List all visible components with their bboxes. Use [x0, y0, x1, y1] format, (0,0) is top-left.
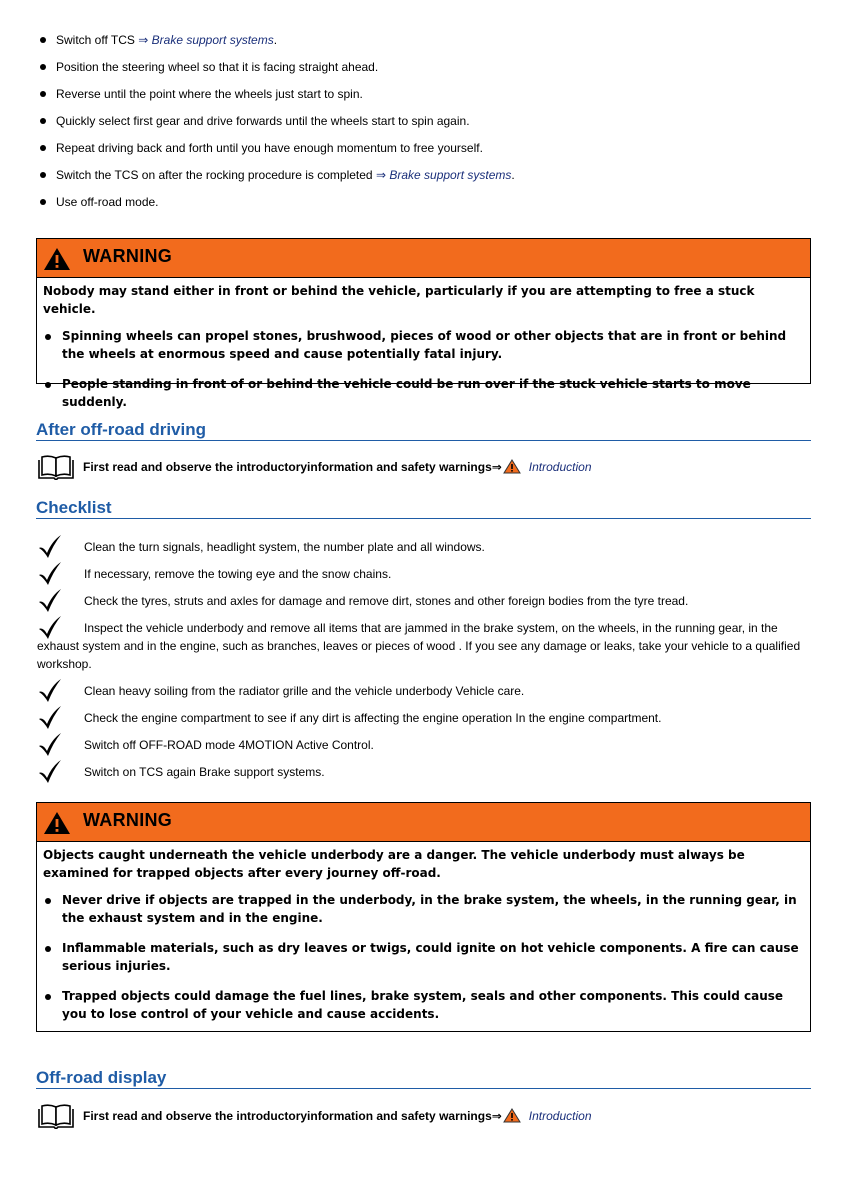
list-item-text: Switch off TCS: [56, 33, 139, 47]
list-item-text: Use off-road mode.: [56, 195, 159, 209]
list-item: [37, 165, 515, 192]
warning-item: Inflammable materials, such as dry leaves or twigs, could ignite on hot vehicle components. A fire can cause serious injuries.: [43, 939, 804, 975]
warning-triangle-icon: [43, 247, 71, 271]
checkmark-icon: [37, 534, 63, 560]
warning-triangle-icon: [503, 1108, 521, 1123]
list-item: [37, 138, 515, 165]
brake-support-link[interactable]: ⇒ Brake support systems: [375, 168, 512, 182]
checklist-item-text: Clean heavy soiling from the radiator grille and the vehicle underbody Vehicle care.: [84, 684, 525, 698]
bullet-icon: [40, 37, 46, 43]
book-icon: [37, 1103, 75, 1129]
checkmark-icon: [37, 561, 63, 587]
warning-header: [37, 803, 810, 842]
checklist-item: [37, 592, 812, 610]
instruction-list: [37, 30, 515, 219]
list-item-suffix: .: [511, 168, 515, 182]
checkmark-icon: [37, 615, 63, 641]
list-item-suffix: .: [273, 33, 278, 47]
checkmark-icon: [37, 705, 63, 731]
list-item: [37, 111, 515, 138]
warning-item: Spinning wheels can propel stones, brushwood, pieces of wood or other objects that are in front or behind the wheels at enormous speed and cause potentially fatal injury.: [43, 327, 804, 363]
warning-triangle-icon: [43, 811, 71, 835]
bullet-icon: [40, 145, 46, 151]
list-item-text: Reverse until the point where the wheels just start to spin.: [56, 87, 363, 101]
intro-text: First read and observe the introductoryinformation and safety warnings⇒: [83, 460, 502, 474]
warning-lead: Nobody may stand either in front or behind the vehicle, particularly if you are attempting to free a stuck vehicle.: [43, 284, 755, 316]
list-item-text: Repeat driving back and forth until you have enough momentum to free yourself.: [56, 141, 483, 155]
list-item: [37, 57, 515, 84]
warning-item: People standing in front of or behind the vehicle could be run over if the stuck vehicle starts to move suddenly.: [43, 375, 804, 411]
warning-body: [37, 842, 810, 1031]
warning-item: Trapped objects could damage the fuel lines, brake system, seals and other components. This could cause you to lose control of your vehicle and cause accidents.: [43, 987, 804, 1023]
brake-support-link[interactable]: ⇒ Brake support systems: [138, 33, 274, 47]
list-item: [37, 192, 515, 219]
checkmark-icon: [37, 588, 63, 614]
warning-title: WARNING: [83, 810, 173, 830]
list-item: [37, 84, 515, 111]
warning-header: [37, 239, 810, 278]
warning-box: [36, 802, 811, 1032]
list-item-text: Switch the TCS on after the rocking procedure is completed: [56, 168, 376, 182]
warning-lead: Objects caught underneath the vehicle underbody are a danger. The vehicle underbody must always be examined for trapped objects after every journey off-road.: [43, 848, 745, 880]
checklist-item-text: If necessary, remove the towing eye and the snow chains.: [84, 567, 392, 581]
checkmark-icon: [37, 759, 63, 785]
checklist-item-text: Check the engine compartment to see if any dirt is affecting the engine operation In the engine compartment.: [84, 711, 662, 725]
checklist-item: [37, 565, 812, 583]
introduction-link[interactable]: Introduction: [528, 460, 592, 474]
checklist-item-text: Clean the turn signals, headlight system, the number plate and all windows.: [84, 540, 485, 554]
list-item-text: Quickly select first gear and drive forwards until the wheels start to spin again.: [56, 114, 470, 128]
checklist-item-text: Switch off OFF-ROAD mode 4MOTION Active Control.: [84, 738, 374, 752]
checklist-item-text: Switch on TCS again Brake support systems.: [84, 765, 325, 779]
section-heading-checklist: Checklist: [36, 498, 811, 519]
book-icon: [37, 454, 75, 480]
section-heading-after-offroad: After off-road driving: [36, 420, 811, 441]
bullet-icon: [40, 91, 46, 97]
bullet-icon: [40, 64, 46, 70]
warning-box: [36, 238, 811, 409]
bullet-icon: [40, 172, 46, 178]
checkmark-icon: [37, 732, 63, 758]
bullet-icon: [40, 199, 46, 205]
bullet-icon: [40, 118, 46, 124]
intro-text: First read and observe the introductoryinformation and safety warnings⇒: [83, 1109, 502, 1123]
introduction-link[interactable]: Introduction: [528, 1109, 592, 1123]
checklist-item: [37, 538, 812, 556]
checklist-item-text: Inspect the vehicle underbody and remove all items that are jammed in the brake system, on the wheels, in the running gear, in the exhaust system and in the engine, such as branches, leaves or pieces of wood . If you see any damage or leaks, take your vehicle to a qualified workshop.: [37, 621, 801, 671]
checklist-item: [37, 736, 812, 754]
warning-triangle-icon: [503, 459, 521, 474]
checklist-item: [37, 709, 812, 727]
checklist-item: [37, 682, 812, 700]
checklist-item-text: Check the tyres, struts and axles for damage and remove dirt, stones and other foreign bodies from the tyre tread.: [84, 594, 689, 608]
checklist-item: [37, 619, 812, 673]
warning-body: [37, 278, 810, 419]
warning-title: WARNING: [83, 246, 173, 266]
checkmark-icon: [37, 678, 63, 704]
warning-item: Never drive if objects are trapped in the underbody, in the brake system, the wheels, in the running gear, in the exhaust system and in the engine.: [43, 891, 804, 927]
list-item-text: Position the steering wheel so that it is facing straight ahead.: [56, 60, 379, 74]
list-item: [37, 30, 515, 57]
section-heading-offroad-display: Off-road display: [36, 1068, 811, 1089]
checklist-item: [37, 763, 812, 781]
